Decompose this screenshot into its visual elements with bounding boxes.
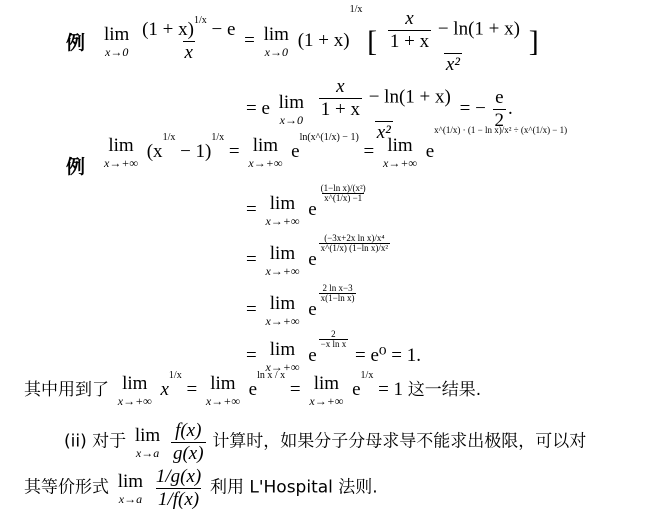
limit-operator: lim x→a — [117, 470, 144, 506]
fraction: $\frac{(1 + x)^{1/x} - e}{x}$ — [142, 15, 236, 64]
fraction: $\frac{x}{1 + x}$ − ln(1 + x) x² — [389, 8, 520, 75]
derivation-step-5: = lim x→+∞ e $\frac{2}{\text{−x ln x}}$ = e⁰ = 1. — [246, 329, 421, 374]
limit-operator: lim x→+∞ — [205, 373, 240, 408]
fraction: $\frac{x}{1 + x}$ − ln(1 + x) x² — [320, 76, 451, 143]
fraction: $\frac{f(x)}{g(x)}$ — [172, 420, 204, 464]
fraction: $\frac{1/g(x)}{1/f(x)}$ — [155, 466, 202, 510]
limit-operator: lim x→+∞ — [248, 135, 283, 170]
paragraph-ii: (ii) 对于 lim x→a $\frac{f(x)}{g(x)}$ 计算时，如果分子分母求导不能求出极限，可以对 — [64, 420, 587, 464]
example-1-label: 例 — [66, 32, 86, 54]
example-2-label: 例 — [66, 156, 86, 178]
limit-operator: lim x→0 — [104, 24, 130, 60]
limit-operator: lim x→+∞ — [265, 339, 300, 374]
limit-operator: lim x→+∞ — [104, 135, 138, 170]
derivation-step-3: = lim x→+∞ e $\frac{\text{(−3x+2x ln x)/x⁴}}{\text{x\textasciicircum{}(1/x) (1−ln x)/x²}}$ — [246, 233, 389, 278]
limit-operator: lim x→0 — [278, 92, 304, 128]
result-line: 其中用到了 lim x→+∞ $x^{1/x}$ = lim x→+∞ $e^{ln x / x}$ = lim x→+∞ $e^{1/x} = 1$ 这一结果. — [24, 370, 482, 408]
limit-operator: lim x→0 — [263, 24, 289, 60]
paragraph-ii-continued: 其等价形式 lim x→a $\frac{1/g(x)}{1/f(x)}$ 利用 L'Hospital 法则. — [24, 466, 378, 510]
fraction: $\frac{e}{2}$ — [494, 87, 505, 132]
derivation-step-2: = lim x→+∞ e $\frac{\text{(1−ln x)/(x²)}}{x\^{}(1/x) -1}$ — [246, 183, 366, 228]
limit-operator: lim x→+∞ — [265, 193, 300, 228]
example-1-line-2: = e lim x→0 $\frac{x}{1 + x}$ − ln(1 + x) x² = − $\frac{e}{2}$ . — [246, 76, 513, 143]
limit-operator: lim x→+∞ — [117, 373, 152, 408]
derivation-step-4: = lim x→+∞ e $\frac{\text{2 ln x−3}}{\text{x(1−ln x)}}$ — [246, 283, 355, 328]
limit-operator: lim x→+∞ — [265, 243, 300, 278]
limit-operator: lim x→+∞ — [265, 293, 300, 328]
limit-operator: lim x→+∞ — [383, 135, 417, 170]
limit-operator: lim x→+∞ — [309, 373, 344, 408]
example-2-line-1: lim x→+∞ $(x^{1/x} - 1)^{1/x}$ = lim x→+∞ $e^{ln(x\^{}(1/x) - 1)}$ = lim x→+∞ ex^(1/x) · (1 − ln x)/x² ÷ (x^(1/x) − 1) — [104, 125, 568, 170]
example-1-line-1: lim x→0 $\frac{(1 + x)^{1/x} - e}{x}$ = lim x→0 $(1 + x)^{1/x}$ [ $\frac{x}{1 + x}$ − ln(1 + x) x² ] — [104, 4, 539, 75]
limit-operator: lim x→a — [134, 424, 161, 460]
